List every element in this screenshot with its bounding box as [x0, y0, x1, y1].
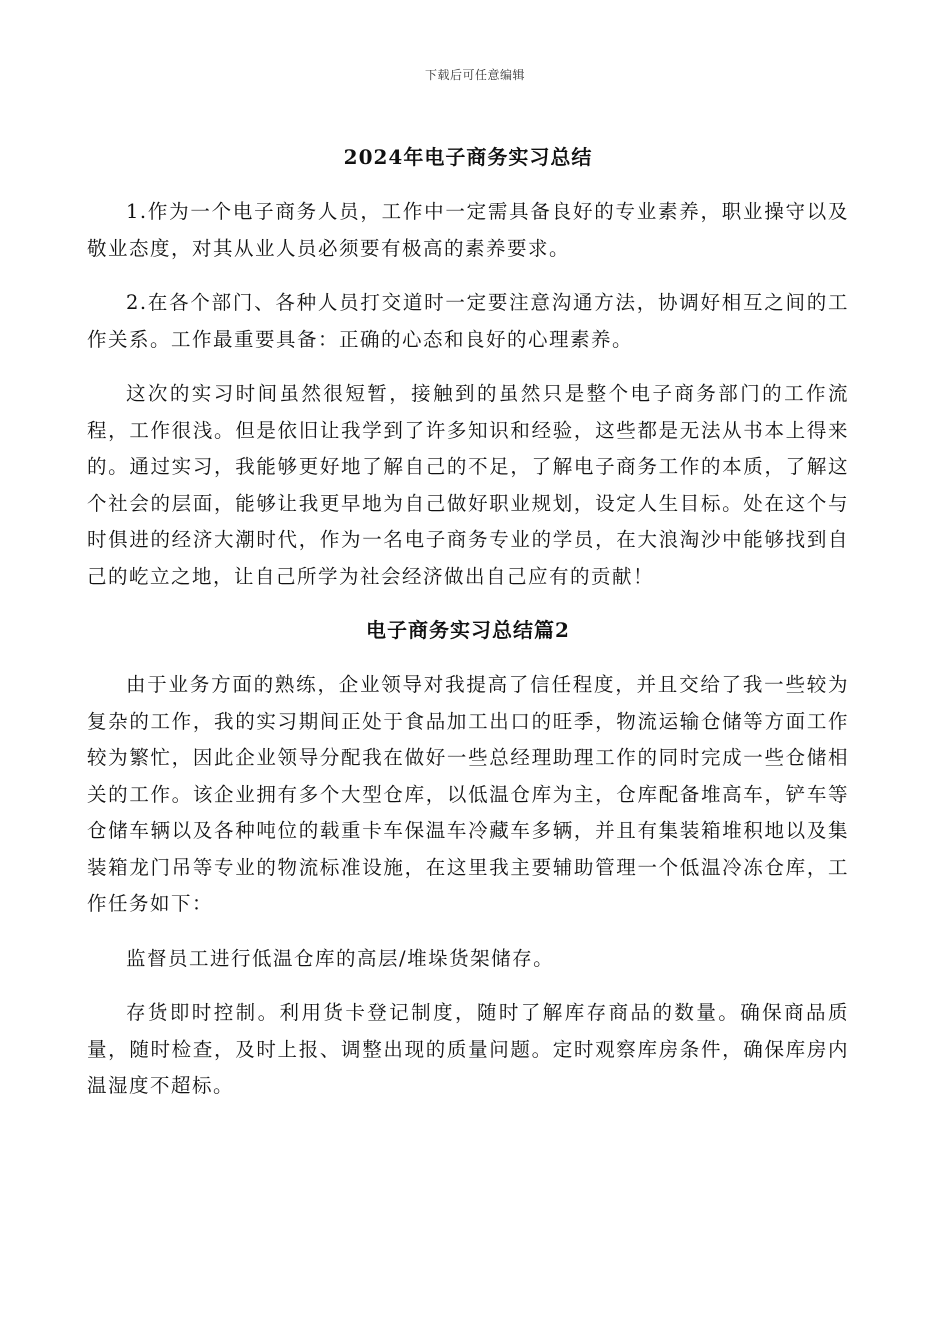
- paragraph-1: 1.作为一个电子商务人员，工作中一定需具备良好的专业素养，职业操守以及敬业态度，对其从业人员必须要有极高的素养要求。: [87, 200, 849, 260]
- paragraph-3: 这次的实习时间虽然很短暂，接触到的虽然只是整个电子商务部门的工作流程，工作很浅。但是依旧让我学到了许多知识和经验，这些都是无法从书本上得来的。通过实习，我能够更好地了解自己的不足，了解电子商务工作的本质，了解这个社会的层面，能够让我更早地为自己做好职业规划，设定人生目标。处在这个与时俱进的经济大潮时代，作为一名电子商务专业的学员，在大浪淘沙中能够找到自己的屹立之地，让自己所学为社会经济做出自己应有的贡献！: [87, 382, 849, 588]
- paragraph-6: 存货即时控制。利用货卡登记制度，随时了解库存商品的数量。确保商品质量，随时检查，及时上报、调整出现的质量问题。定时观察库房条件，确保库房内温湿度不超标。: [87, 1001, 849, 1097]
- header-note: 下载后可任意编辑: [424, 68, 525, 82]
- document-title: 2024年电子商务实习总结: [343, 145, 593, 169]
- paragraph-4: 由于业务方面的熟练，企业领导对我提高了信任程度，并且交给了我一些较为复杂的工作，我的实习期间正处于食品加工出口的旺季，物流运输仓储等方面工作较为繁忙，因此企业领导分配我在做好一些总经理助理工作的同时完成一些仓储相关的工作。该企业拥有多个大型仓库，以低温仓库为主，仓库配备堆高车，铲车等仓储车辆以及各种吨位的载重卡车保温车冷藏车多辆，并且有集装箱堆积地以及集装箱龙门吊等专业的物流标准设施，在这里我主要辅助管理一个低温冷冻仓库，工作任务如下：: [87, 673, 849, 915]
- paragraph-5: 监督员工进行低温仓库的高层/堆垛货架储存。: [126, 946, 555, 970]
- paragraph-2: 2.在各个部门、各种人员打交道时一定要注意沟通方法，协调好相互之间的工作关系。工作最重要具备：正确的心态和良好的心理素养。: [87, 291, 849, 351]
- section-title: 电子商务实习总结篇2: [366, 618, 570, 642]
- document-body: [87, 140, 849, 1123]
